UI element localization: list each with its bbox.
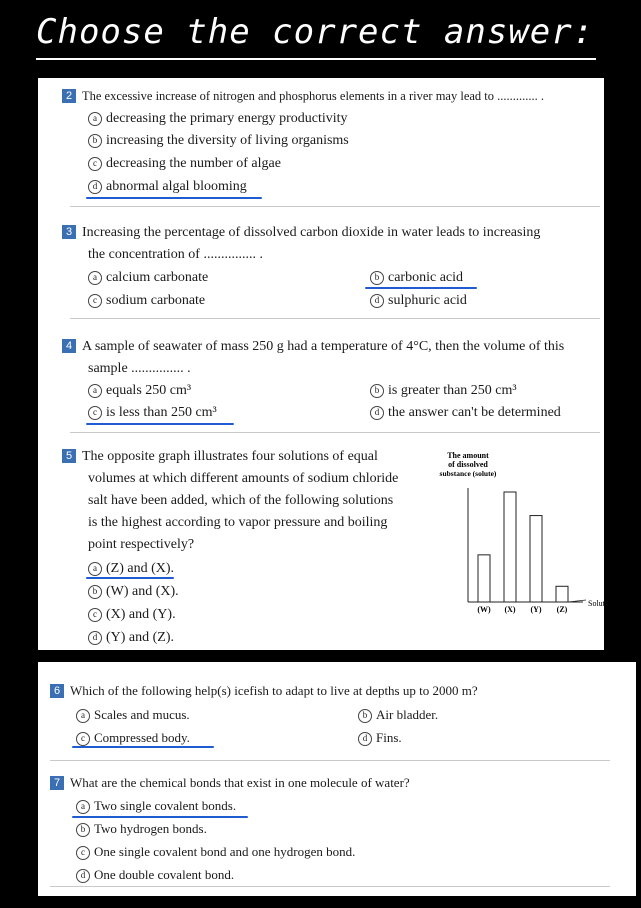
option-text: Two hydrogen bonds. (94, 821, 207, 836)
option-text: (X) and (Y). (106, 607, 176, 622)
question-text: A sample of seawater of mass 250 g had a temperature of 4°C, then the volume of this (82, 339, 565, 354)
option-5b[interactable] (88, 583, 179, 601)
option-7a[interactable] (76, 797, 236, 815)
chart-bar (530, 516, 542, 602)
chart-bars (478, 492, 568, 602)
option-letter: a (88, 562, 102, 576)
option-3d[interactable] (370, 292, 467, 310)
option-text: carbonic acid (388, 270, 464, 285)
question-number: 5 (62, 449, 76, 463)
option-letter: b (370, 384, 384, 398)
question-6 (50, 680, 478, 701)
option-text: equals 250 cm³ (106, 383, 192, 398)
question-text: The excessive increase of nitrogen and phosphorus elements in a river may lead to ............. . (82, 89, 545, 103)
option-text: Scales and mucus. (94, 707, 190, 722)
option-text: the answer can't be determined (388, 405, 561, 420)
header-underline (36, 58, 596, 60)
option-letter: a (88, 384, 102, 398)
option-letter: a (76, 800, 90, 814)
option-text: One single covalent bond and one hydrogen bond. (94, 844, 356, 859)
chart-x-tick-label: (Y) (530, 605, 542, 614)
option-2c[interactable] (88, 155, 281, 173)
answer-underline (86, 197, 262, 199)
answer-underline (72, 746, 214, 748)
question-5-line: volumes at which different amounts of sodium chloride (88, 471, 399, 486)
option-6c[interactable] (76, 729, 190, 747)
option-5d[interactable] (88, 629, 174, 647)
answer-underline (72, 816, 248, 818)
option-text: (Y) and (Z). (106, 630, 175, 645)
option-2a[interactable] (88, 110, 348, 128)
option-letter: d (88, 631, 102, 645)
option-6d[interactable] (358, 729, 402, 747)
option-letter: c (88, 294, 102, 308)
option-text: (Z) and (X). (106, 561, 175, 576)
option-text: sulphuric acid (388, 293, 467, 308)
chart-bar (478, 555, 490, 602)
divider (70, 432, 600, 433)
option-letter: d (358, 732, 372, 746)
chart-bar (504, 492, 516, 602)
option-text: sodium carbonate (106, 293, 206, 308)
option-letter: a (88, 271, 102, 285)
option-text: is less than 250 cm³ (106, 405, 217, 420)
option-text: calcium carbonate (106, 270, 209, 285)
option-text: increasing the diversity of living organisms (106, 133, 349, 148)
question-4 (62, 336, 564, 357)
option-text: Two single covalent bonds. (94, 798, 237, 813)
chart-ylabel-line: substance (solute) (439, 469, 497, 478)
option-7b[interactable] (76, 820, 207, 838)
option-2b[interactable] (88, 132, 349, 150)
option-text: is greater than 250 cm³ (388, 383, 517, 398)
question-number: 2 (62, 89, 76, 103)
option-text: (W) and (X). (106, 584, 179, 599)
option-2d[interactable] (88, 178, 247, 196)
question-text: The opposite graph illustrates four solutions of equal (82, 449, 378, 464)
divider (50, 760, 610, 761)
question-2 (62, 86, 544, 107)
chart-ylabel-line: The amount (447, 451, 489, 460)
question-number: 7 (50, 776, 64, 790)
option-6a[interactable] (76, 706, 190, 724)
question-number: 3 (62, 225, 76, 239)
question-text: Increasing the percentage of dissolved carbon dioxide in water leads to increasing (82, 225, 541, 240)
option-text: abnormal algal blooming (106, 179, 247, 194)
question-number: 6 (50, 684, 64, 698)
option-text: decreasing the number of algae (106, 156, 281, 171)
option-text: Air bladder. (376, 707, 439, 722)
option-7d[interactable] (76, 866, 234, 884)
option-6b[interactable] (358, 706, 438, 724)
chart-x-tick-label: (X) (504, 605, 516, 614)
option-letter: d (76, 869, 90, 883)
divider (50, 886, 610, 887)
option-3c[interactable] (88, 292, 205, 310)
option-4b[interactable] (370, 382, 517, 400)
answer-underline (86, 423, 234, 425)
option-3a[interactable] (88, 269, 208, 287)
option-text: One double covalent bond. (94, 867, 235, 882)
option-5c[interactable] (88, 606, 176, 624)
question-4-line2: sample ............... . (88, 361, 191, 376)
option-letter: b (370, 271, 384, 285)
chart-x-tick-label: (W) (477, 605, 491, 614)
option-letter: b (88, 585, 102, 599)
question-3-line2: the concentration of ............... . (88, 247, 263, 262)
option-text: decreasing the primary energy productivity (106, 111, 348, 126)
divider (70, 206, 600, 207)
question-3 (62, 222, 540, 243)
divider (70, 318, 600, 319)
question-5-line: is the highest according to vapor pressure and boiling (88, 515, 388, 530)
option-letter: a (88, 112, 102, 126)
chart-x-tick-label: (Z) (556, 605, 568, 614)
question-text: Which of the following help(s) icefish to adapt to live at depths up to 2000 m? (70, 683, 478, 698)
answer-underline (365, 287, 477, 289)
chart-x-ticks (477, 605, 567, 614)
option-4d[interactable] (370, 404, 561, 422)
option-letter: d (370, 294, 384, 308)
question-text: What are the chemical bonds that exist in one molecule of water? (70, 775, 410, 790)
option-letter: b (76, 823, 90, 837)
option-letter: a (76, 709, 90, 723)
option-7c[interactable] (76, 843, 355, 861)
option-4c[interactable] (88, 404, 217, 422)
question-number: 4 (62, 339, 76, 353)
option-letter: c (76, 846, 90, 860)
option-4a[interactable] (88, 382, 191, 400)
option-5a[interactable] (88, 560, 174, 578)
option-letter: c (76, 732, 90, 746)
header-title: Choose the correct answer: (36, 12, 595, 52)
question-5-line: salt have been added, which of the following solutions (88, 493, 394, 508)
option-letter: c (88, 608, 102, 622)
answer-underline (86, 577, 174, 579)
option-letter: c (88, 406, 102, 420)
question-5 (62, 446, 378, 467)
option-letter: b (88, 134, 102, 148)
option-3b[interactable] (370, 269, 463, 287)
question-5-line: point respectively? (88, 537, 195, 552)
solute-bar-chart (428, 450, 628, 630)
chart-ylabel-line: of dissolved (448, 460, 488, 469)
question-7 (50, 772, 410, 793)
option-text: Fins. (376, 730, 402, 745)
chart-bar (556, 586, 568, 602)
option-letter: d (370, 406, 384, 420)
chart-xlabel: Solution (588, 599, 616, 608)
option-letter: d (88, 180, 102, 194)
option-text: Compressed body. (94, 730, 190, 745)
option-letter: c (88, 157, 102, 171)
option-letter: b (358, 709, 372, 723)
